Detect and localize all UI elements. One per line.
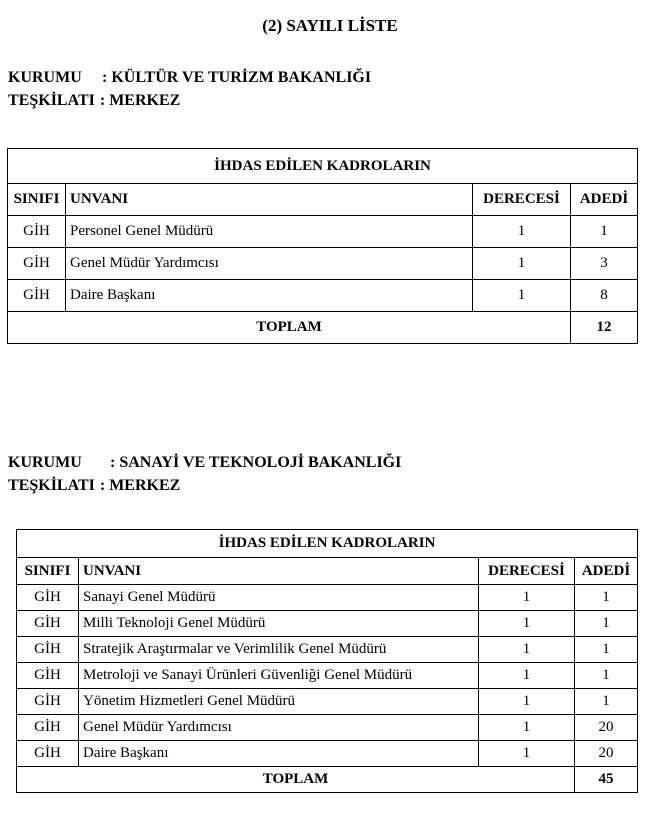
cell-sinifi: GİH bbox=[17, 715, 79, 741]
cell-derecesi: 1 bbox=[479, 611, 575, 637]
cell-unvani: Genel Müdür Yardımcısı bbox=[79, 715, 479, 741]
cell-sinifi: GİH bbox=[17, 663, 79, 689]
total-label: TOPLAM bbox=[17, 767, 575, 793]
kadro-table-1 bbox=[7, 148, 638, 344]
cell-unvani: Milli Teknoloji Genel Müdürü bbox=[79, 611, 479, 637]
cell-adedi: 1 bbox=[575, 663, 638, 689]
column-header-sinifi: SINIFI bbox=[17, 558, 79, 585]
column-header-adedi: ADEDİ bbox=[571, 184, 638, 216]
total-row bbox=[8, 312, 638, 344]
table-row bbox=[17, 715, 638, 741]
cell-adedi: 8 bbox=[571, 280, 638, 312]
total-label: TOPLAM bbox=[8, 312, 571, 344]
cell-derecesi: 1 bbox=[479, 585, 575, 611]
table-row bbox=[17, 741, 638, 767]
kurumu-value: : SANAYİ VE TEKNOLOJİ BAKANLIĞI bbox=[110, 454, 402, 471]
cell-adedi: 1 bbox=[575, 689, 638, 715]
section-2-meta bbox=[8, 451, 401, 497]
table-header: İHDAS EDİLEN KADROLARIN bbox=[17, 530, 638, 558]
column-header-unvani: UNVANI bbox=[79, 558, 479, 585]
cell-adedi: 3 bbox=[571, 248, 638, 280]
cell-sinifi: GİH bbox=[17, 689, 79, 715]
teskilati-label: TEŞKİLATI bbox=[8, 477, 95, 494]
cell-sinifi: GİH bbox=[8, 280, 66, 312]
kurumu-label: KURUMU bbox=[8, 454, 82, 471]
cell-derecesi: 1 bbox=[479, 637, 575, 663]
teskilati-value: : MERKEZ bbox=[99, 477, 181, 494]
cell-sinifi: GİH bbox=[17, 611, 79, 637]
cell-unvani: Genel Müdür Yardımcısı bbox=[66, 248, 473, 280]
cell-unvani: Yönetim Hizmetleri Genel Müdürü bbox=[79, 689, 479, 715]
cell-unvani: Daire Başkanı bbox=[79, 741, 479, 767]
column-header-derecesi: DERECESİ bbox=[479, 558, 575, 585]
column-header-derecesi: DERECESİ bbox=[473, 184, 571, 216]
cell-derecesi: 1 bbox=[473, 248, 571, 280]
cell-adedi: 20 bbox=[575, 741, 638, 767]
cell-derecesi: 1 bbox=[479, 663, 575, 689]
total-row bbox=[17, 767, 638, 793]
total-value: 45 bbox=[575, 767, 638, 793]
teskilati-value: : MERKEZ bbox=[99, 92, 181, 109]
cell-unvani: Stratejik Araştırmalar ve Verimlilik Genel Müdürü bbox=[79, 637, 479, 663]
cell-sinifi: GİH bbox=[17, 637, 79, 663]
cell-adedi: 1 bbox=[571, 216, 638, 248]
cell-adedi: 1 bbox=[575, 611, 638, 637]
cell-derecesi: 1 bbox=[473, 216, 571, 248]
cell-unvani: Personel Genel Müdürü bbox=[66, 216, 473, 248]
kadro-table-2 bbox=[16, 529, 638, 793]
table-row bbox=[8, 216, 638, 248]
table-row bbox=[17, 689, 638, 715]
cell-unvani: Daire Başkanı bbox=[66, 280, 473, 312]
cell-derecesi: 1 bbox=[479, 741, 575, 767]
kurumu-value: : KÜLTÜR VE TURİZM BAKANLIĞI bbox=[102, 69, 372, 86]
table-row bbox=[17, 611, 638, 637]
table-row bbox=[8, 280, 638, 312]
column-header-adedi: ADEDİ bbox=[575, 558, 638, 585]
cell-unvani: Sanayi Genel Müdürü bbox=[79, 585, 479, 611]
column-header-unvani: UNVANI bbox=[66, 184, 473, 216]
cell-sinifi: GİH bbox=[8, 248, 66, 280]
cell-sinifi: GİH bbox=[17, 741, 79, 767]
cell-adedi: 1 bbox=[575, 585, 638, 611]
cell-unvani: Metroloji ve Sanayi Ürünleri Güvenliği Genel Müdürü bbox=[79, 663, 479, 689]
cell-sinifi: GİH bbox=[8, 216, 66, 248]
cell-derecesi: 1 bbox=[479, 715, 575, 741]
page-title: (2) SAYILI LİSTE bbox=[262, 16, 398, 35]
section-1-meta bbox=[8, 66, 371, 112]
total-value: 12 bbox=[571, 312, 638, 344]
table-header: İHDAS EDİLEN KADROLARIN bbox=[8, 149, 638, 184]
table-row bbox=[17, 585, 638, 611]
cell-derecesi: 1 bbox=[479, 689, 575, 715]
cell-sinifi: GİH bbox=[17, 585, 79, 611]
table-row bbox=[17, 637, 638, 663]
teskilati-label: TEŞKİLATI bbox=[8, 92, 95, 109]
cell-adedi: 20 bbox=[575, 715, 638, 741]
kurumu-label: KURUMU bbox=[8, 69, 82, 86]
table-row bbox=[8, 248, 638, 280]
cell-derecesi: 1 bbox=[473, 280, 571, 312]
column-header-sinifi: SINIFI bbox=[8, 184, 66, 216]
cell-adedi: 1 bbox=[575, 637, 638, 663]
table-row bbox=[17, 663, 638, 689]
